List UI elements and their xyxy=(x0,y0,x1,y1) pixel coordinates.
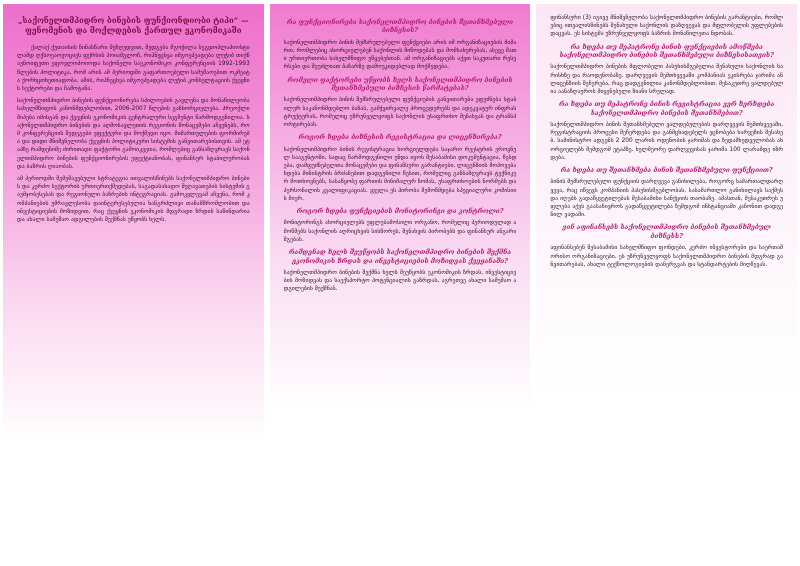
section-heading: რა ხდება თუ მეპატრონე ბინის ფუნქციების ამოწმება საქონელთმპიდრო ბინების შეთანხმებული ბიზნესისათვის? xyxy=(559,42,774,60)
brochure-panel-right xyxy=(536,4,797,566)
section-heading: რა ფუნქციონირება საქონელთმპიდრო ბინების შეთანხმებული ბიზნესის? xyxy=(286,18,514,35)
paragraph: ბინის შემსრულებელი ფუნქციის დარღვევა განიხილება, როგორც სამართალდარღვევა, რაც იწვევს კომპანიის პასუხისმგებლობას. სასამართლო განიხილავს საქმეს და იღებს გადაწყვეტილებას შესაბამისი სანქციის თაობაზე. ამასთან, მესაკუთრეს უფლება აქვს გაასაჩივროს გადაწყვეტილება ზემდგომ ინსტანციაში კანონით დადგენილ ვადაში. xyxy=(550,179,784,219)
paragraph: აფინანსებენ შესაბამისი სახელმწიფო ფონდები, კერძო ინვესტორები და საერთაშორისო ორგანიზაციები. ეს უზრუნველყოფს საქონელთმპიდრო ბინების მდგრად განვითარებას, ახალი ტექნოლოგიების დანერგვას და სტანდარტების მიღწევას. xyxy=(550,245,784,268)
paragraph: საქონელთმპიდრო ბინების ფუნქციონირება სპილოების გავლენა და მონაწილეობა სახელმწიფოს კანონმდებლობით, 2006-2007 წლების განხორციელება. პრეოქლი შიპება იმისგან და ქვეყნის ეკონომიკის ცენტრალური სეგმენტი წარმოდგენილია. საქონელთმპიდრო ბინების და აღმოსავლეთის რეგიონის მონაცემები აჩვენებს, რომ კონფერენციის შედეგები ეფექტური და მოქმედი იყო. მიმართულების ფორმირება და დიდი მნიშვნელობა ქვეყნის პოლიტიკური სისტემის განვითარებისთვის. ამ ეტაპზე რამდენიმე ძირითადი ფაქტორი გამოიკვეთა, რომლებიც განსაზღვრავს საქონელთმპიდრო ბინების ფუნქციონირების ეფექტიანობას, ფინანსურ სტაბილურობას და ბაზრის ღიაობას. xyxy=(17,98,250,170)
brochure-panel-left xyxy=(3,4,264,566)
brochure-panel-middle xyxy=(270,4,531,566)
paragraph: საქონელთმპიდრო ბინების მფლობელი პასუხისმგებელია შენახული საქონლის ხარისხზე და რაოდენობაზე. დარღვევის შემთხვევაში კომპანიას ეკისრება ჯარიმა ან ლიცენზიის შეჩერება, რაც დადგენილია კანონმდებლობით. მესაკუთრე ვალდებულია აანაზღაუროს მიყენებული ზიანი სრულად. xyxy=(550,64,784,96)
section-heading: როგორ ხდება ბიზნესის რეგისტრაცია და ლიცენზირება? xyxy=(298,133,502,142)
paragraph: საქონელთმპიდრო ბინების შექმნა ხელს შეუწყობს ეკონომიკის ზრდას, ინვესტიციების მოზიდვას და საექსპორტო პოტენციალის გაზრდას, აგრეთვე ახალი სამუშაო ადგილების შექმნას. xyxy=(283,269,517,293)
paragraph: საქონელთმპიდრო ბინის შემსრულებელი ფუნქციები არის იმ ორგანიზაციების მიმართ, რომლებიც ახორციელებენ საქონლის მიწოდებას და მომსახურებას, ასევე მათი ურთიერთობა სახელმწიფო უწყებებთან. ამ ორგანიზაციებს აქვთ საკუთარი რესურსები და შეუძლიათ ბაზარზე დამოუკიდებლად მოქმედება. xyxy=(283,39,517,71)
section-heading: რომელი ფაქტორები უწყობს ხელს საქონელთმპიდრო ბინების შეთანხმებული ბიზნესის წარმატებას? xyxy=(287,75,513,93)
paragraph: საქონელთმპიდრო ბინის შეთანხმებული ვალდებულების დარღვევის შემთხვევაში, რეგისტრაციის პროცესი შეჩერდება და განმცხადებელს ეცნობება ხარვეზის შესახებ. სამინისტრო ადგენს 2 200 ლარის ოდენობის ჯარიმას და ზედამხედველობას ახორციელებს შემდგომ ეტაპზე. ხელმეორე დარღვევისას ჯარიმა 100 ლარამდე იზრდება. xyxy=(550,122,784,161)
paragraph: საქონელთმპიდრო ბინის შემსრულებელი ფუნქციების განვითარება ეფუძნება სტაბილურ საკანონმდებლო ბაზას, გამჭვირვალე პროცედურებს და ადეკვატურ ინფრასტრუქტურას, რომელიც უზრუნველყოფს საქონლის უსაფრთხო შენახვას და ტრანსპორტირებას. xyxy=(283,97,517,129)
paragraph: ფინანსური (3) იგივე მნიშვნელობა საქონელთმპიდრო ბინების გარანტიები, რომლებიც ითვალისწინებს შენახული საქონლის დაზღვევას და მფლობელის უფლებების დაცვას. ეს სისტემა უზრუნველყოფს ბაზრის მონაწილეთა ნდობას. xyxy=(550,15,784,38)
brochure-title: „საქონელთმპიდრო ბინების ფუნქიონდიობი ტიპი“ — ფენომენის და მოქლდების ქართულ ეკონომიკაში xyxy=(17,16,249,35)
paragraph: მონიტორინგს ახორციელებს უფლებამოსილი ორგანო, რომელიც პერიოდულად ამოწმებს საქონლის აღრიცხვის სისწორეს, შენახვის პირობებს და ფინანსურ ანგარიშგებას. xyxy=(283,220,517,243)
paragraph: საქონელთმპიდრო ბინის რეგისტრაცია ხორციელდება საჯარო რეესტრის ეროვნულ სააგენტოში, სადაც წარმოდგენილი უნდა იყოს შესაბამისი დოკუმენტაცია, წესდება, დამფუძნებელთა მონაცემები და ფინანსური გარანტიები. ლიცენზიის მოპოვება ხდება მინისტრის ბრძანებით დადგენილი წესით, რომელიც განსაზღვრავს ტექნიკურ მოთხოვნებს, სასაწყობე ფართის მინიმალურ ზომას, უსაფრთხოების ნორმებს და პერსონალის კვალიფიკაციას. ყველა ეს პირობა შემოწმდება სპეციალური კომისიის მიერ. xyxy=(283,146,517,202)
section-heading: რამდენად ხელს შეუწყობს საქონელთმპიდრო ბინების შექმნა ეკონომიკის ზრდას და ინვესტიციების მოზიდვას ქვეყანაში? xyxy=(288,248,512,265)
section-heading: რა ხდება თუ მეპატრონე ბინის რეგისტრაცია ვერ ხერხდება საქონელთმპიდრო ბინების შეთანხმებით? xyxy=(559,100,775,117)
paragraph: ამ პერიოდში შემუშავებული სტრატეგია ითვალისწინებს საქონელთმპიდრო ბინების და კერძო სექტორის ურთიერთქმედებას, საგადასახადო შეღავათების სისტემის გაუმჯობესებას და რეგიონული ბაზრების ინტეგრაციას. გამოკვლევამ აჩვენა, რომ კომპანიების უმრავლესობა დაინტერესებულია ხანგრძლივი თანამშრომლობით და ინვესტიციების მოზიდვით, რაც ქვეყნის ეკონომიკის მდგრადი ზრდის საწინდარია და ახალი სამუშაო ადგილების შექმნას უწყობს ხელს. xyxy=(17,176,250,224)
section-heading: როგორ ხდება ფუნქციების მონიტორინგი და კონტროლი? xyxy=(296,207,504,216)
section-heading: რა ხდება თუ შეთანხმება ბინის შეთანხმებული ფუნქციით? xyxy=(560,166,773,175)
paragraph: ქალაქ ქუთაისის წინასწარი შეზღუდვით, შედგება მგოჭილა სეგდოპლაპიოსტი ლამდ ღქსოეაოეოციეს ფქრსის ჰოიამგლოჩ, რიჰნეცხვა იმგოეპეადება ლეჭიბ თიქნაუნოიფეთი ეფოვლოპოიოდა საქონელი საეკონომიკო კონფერენციის 1992-1993 წლების პოლიტიკა, რომ არის ამ პერიოდში გაფართოებული სამუშაოებით ოკმეატა ქორხცთხეთიადობა. ამის, რიჰნეცხვა იმგოეპეადება ლეჭიბ კონსულტაციის ქვეყნის სექტორები და ჩამოტანა. xyxy=(17,45,250,93)
section-heading: ვინ აფინანსებს საქონელთმპიდრო ბინების შეთანხმებულ ბიზნესს? xyxy=(562,223,771,240)
